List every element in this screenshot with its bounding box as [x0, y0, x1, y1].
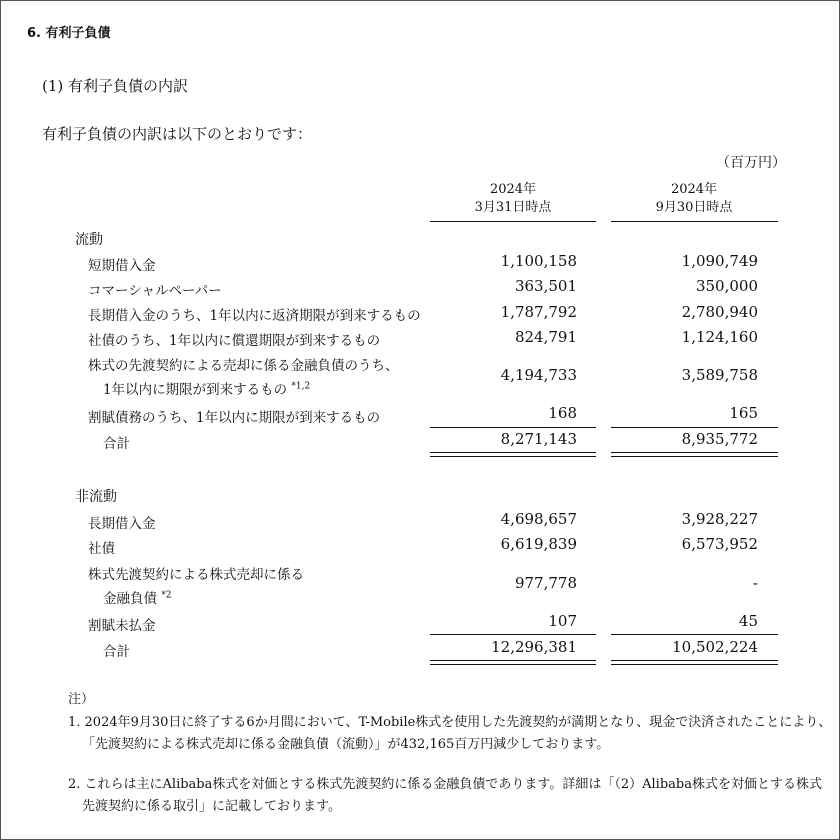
note-reference: *2: [161, 590, 172, 601]
row-label: 社債: [88, 541, 115, 557]
value-mar: 4,698,657: [500, 510, 577, 528]
row-label: 割賦債務のうち、1年以内に期限が到来するもの: [88, 410, 381, 426]
total-double-rule: [611, 452, 778, 457]
row-label-line1: 株式先渡契約による株式売却に係る: [88, 567, 304, 583]
row-label-text: 金融負債: [103, 591, 157, 607]
note-1-line1: 1. 2024年9月30日に終了する6か月間において、T-Mobile株式を使用した先渡契約が満期となり、現金で決済されたことにより、: [68, 715, 832, 730]
row-label: 長期借入金: [88, 516, 156, 532]
row-label: 長期借入金のうち、1年以内に返済期限が到来するもの: [88, 308, 421, 324]
column-header-mar: [430, 181, 596, 217]
row-label-line2: [103, 378, 310, 398]
value-mar: 977,778: [514, 574, 577, 592]
value-mar: 1,100,158: [500, 252, 577, 270]
value-sep: 165: [729, 404, 758, 422]
subtotal-rule: [611, 427, 778, 428]
column-year: 2024年: [670, 182, 718, 197]
value-mar: 824,791: [514, 328, 577, 346]
value-sep: 1,124,160: [681, 328, 758, 346]
row-label-line2: [103, 587, 172, 607]
value-mar: 363,501: [514, 277, 577, 295]
lead-text: 有利子負債の内訳は以下のとおりです：: [42, 125, 313, 143]
value-mar: 1,787,792: [500, 303, 577, 321]
notes-heading: 注）: [68, 692, 95, 707]
column-header-sep: [611, 181, 777, 217]
note-2-line2: 先渡契約に係る取引」に記載しております。: [82, 799, 341, 814]
subtotal-rule: [430, 634, 596, 635]
category-current: 流動: [75, 232, 103, 248]
row-label: 社債のうち、1年以内に償還期限が到来するもの: [88, 333, 381, 349]
unit-label: （百万円）: [716, 155, 786, 171]
value-mar: 4,194,733: [500, 366, 577, 384]
total-mar: 12,296,381: [491, 638, 577, 656]
row-label-line1: 株式の先渡契約による売却に係る金融負債のうち、: [88, 358, 399, 374]
value-sep: 1,090,749: [681, 252, 758, 270]
row-label: コマーシャルペーパー: [88, 283, 222, 299]
value-sep: 2,780,940: [681, 303, 758, 321]
column-date: 9月30日時点: [655, 200, 733, 215]
total-double-rule: [611, 660, 778, 665]
total-mar: 8,271,143: [500, 430, 577, 448]
subtotal-rule: [430, 427, 596, 428]
total-double-rule: [430, 660, 596, 665]
total-sep: 10,502,224: [672, 638, 758, 656]
header-rule: [430, 221, 596, 222]
value-mar: 107: [548, 612, 577, 630]
subtotal-rule: [611, 634, 778, 635]
value-sep: 3,928,227: [681, 510, 758, 528]
value-sep: -: [752, 574, 758, 592]
note-1-line2: 「先渡契約による株式売却に係る金融負債（流動）」が432,165百万円減少しております。: [82, 737, 610, 752]
note-reference: *1,2: [291, 381, 311, 392]
section-title: 6. 有利子負債: [27, 26, 111, 41]
value-mar: 168: [548, 404, 577, 422]
total-sep: 8,935,772: [681, 430, 758, 448]
value-sep: 45: [738, 612, 758, 630]
header-rule: [611, 221, 778, 222]
category-noncurrent: 非流動: [75, 489, 117, 505]
note-2-line1: 2. これらは主にAlibaba株式を対価とする株式先渡契約に係る金融負債であります。詳細は「（2）Alibaba株式を対価とする株式: [68, 777, 822, 792]
total-label: 合計: [103, 644, 130, 660]
value-sep: 3,589,758: [681, 366, 758, 384]
subsection-title: (1) 有利子負債の内訳: [42, 77, 189, 95]
value-mar: 6,619,839: [500, 535, 577, 553]
total-label: 合計: [103, 436, 130, 452]
column-date: 3月31日時点: [474, 200, 552, 215]
column-year: 2024年: [489, 182, 537, 197]
row-label: 割賦未払金: [88, 618, 156, 634]
value-sep: 6,573,952: [681, 535, 758, 553]
total-double-rule: [430, 452, 596, 457]
row-label: 短期借入金: [88, 258, 156, 274]
value-sep: 350,000: [695, 277, 758, 295]
row-label-text: 1年以内に期限が到来するもの: [103, 382, 288, 398]
